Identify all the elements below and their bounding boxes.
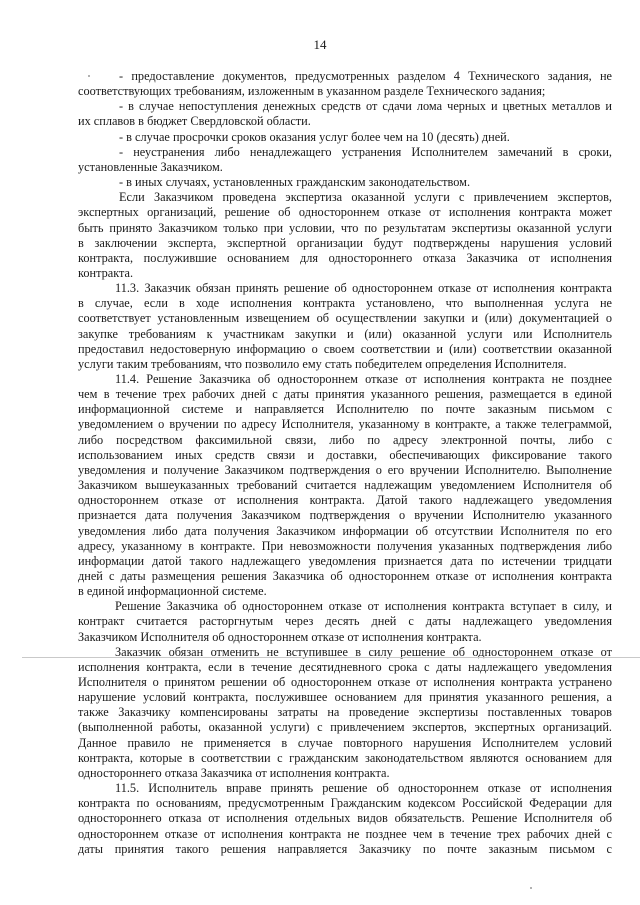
scan-fold-line [22,657,640,658]
text-line: в заключении эксперта, экспертной организации будут подтверждены нарушения условий [78,235,612,250]
text-line: одностороннем отказе от исполнения контракта. Датой такого надлежащего уведомления [78,493,612,508]
text-line: 11.4. Решение Заказчика об одностороннем отказе от исполнения контракта не позднее [115,372,612,386]
text-line: Если Заказчиком проведена экспертиза оказанной услуги с привлечением экспертов, [119,190,612,205]
text-line: Заказчиком вышеуказанных требований считается надлежащим уведомлением Исполнителя об [78,478,612,493]
text-line: - в иных случаях, установленных гражданским законодательством. [119,175,471,190]
text-line: Заказчиком Исполнителя об одностороннем отказе от исполнения контракта. [78,629,482,644]
text-line: 11.3. Заказчик обязан принять решение об одностороннем отказе от исполнения контракта [115,281,612,296]
text-line: либо посредством факсимильной связи, либо по адресу электронной почты, либо с [78,432,612,447]
text-line: быть принято Заказчиком только при условии, что по результатам экспертизы оказанной услуги [78,220,612,235]
text-line: - в случае непоступления денежных средств от сдачи лома черных и цветных металлов и [119,99,612,114]
text-line: соответствующих требованиям, изложенным в указанном разделе Технического задания; [78,84,546,99]
text-line: соответствует установленным извещением об осуществлении закупки и (или) документацией о [78,311,612,326]
text-line: уведомления и получение Заказчиком подтверждения о его вручении Исполнителю. Выполнение [78,462,612,477]
text-line: предоставил недостоверную информацию о своем соответствии и (или) соответствии оказанной [78,341,612,356]
text-line: услуги таким требованиям, что позволило ему стать победителем определения Исполнителя. [78,356,567,371]
text-line: уведомлением о вручении по адресу Исполнителя, указанному в контракте, а также телеграммой, [78,417,612,432]
text-line: контракта. [78,265,134,280]
text-line: адресу, указанному в контракте. При невозможности получения указанных подтверждения либо [78,538,612,553]
text-line: закупке требованиям к участникам закупки и (или) оказанной услуги или Исполнитель [78,326,612,341]
text-line: Данное правило не применяется в случае повторного нарушения Исполнителем условий [78,735,612,750]
text-line: уведомления либо дата получения Заказчиком информации об отсутствии Исполнителя по его [78,523,612,538]
page-number: 14 [313,37,327,52]
text-line: Заказчик обязан отменить не вступившее в силу решение об одностороннем отказе от [115,644,612,659]
text-line: нарушение условий контракта, послужившее основанием для принятия указанного решения, а [78,690,612,705]
text-line: контракта по основаниям, предусмотренным Гражданским кодексом Российской Федерации для [78,796,612,811]
text-line: 11.5. Исполнитель вправе принять решение об одностороннем отказе от исполнения [115,781,612,796]
text-line: контракта, которые в соответствии с гражданским законодательством являются основанием для [78,750,612,765]
text-line: их сплавов в бюджет Свердловской области. [78,114,311,129]
text-line: дней с даты размещения решения Заказчика об одностороннем отказе от исполнения контракта [78,568,612,583]
text-line: Решение Заказчика об одностороннем отказе от исполнения контракта вступает в силу, и [115,599,612,614]
text-line: информационной системе и направляется Исполнителю по почте заказным письмом с [78,402,612,417]
text-line: чем в течение трех рабочих дней с даты принятия указанного решения, размещается в единой [78,387,612,402]
text-line: экспертных организаций, решение об одностороннем отказе от исполнения контракта может [78,205,612,220]
text-line: одностороннего отказа Заказчика от исполнения контракта. [78,765,390,780]
scan-speck [530,887,532,889]
text-line: исполнения контракта, если в течение десятидневного срока с даты надлежащего уведомления [78,659,612,674]
text-line: также Заказчику компенсированы затраты на проведение экспертизы поставленных товаров [78,705,612,720]
text-line: - неустранения либо ненадлежащего устранения Исполнителем замечаний в сроки, [119,144,612,159]
text-line: в случае, если в ходе исполнения контракта установлено, что выполненная услуга не [78,296,612,311]
text-line: в единой информационной системе. [78,584,267,599]
text-line: - предоставление документов, предусмотренных разделом 4 Технического задания, не [119,69,612,83]
text-line: контракт считается расторгнутым через десять дней с даты надлежащего уведомления [78,614,612,629]
text-line: одностороннего отказа от исполнения отдельных видов обязательств. Решение Исполнителя об [78,811,612,826]
text-line: установленные Заказчиком. [78,159,223,174]
text-line: контракта, послужившие основанием для одностороннего отказа Заказчика от исполнения [78,250,612,265]
text-line: использованием иных средств связи и доставки, обеспечивающих фиксирование такого [78,447,612,462]
text-line: одностороннем отказе от исполнения контракта не позднее чем в течение трех рабочих дней с [78,826,612,841]
text-line: даты принятия такого решения направляется Заказчику по почте заказным письмом с [78,841,612,856]
text-line: признается дата получения Заказчиком подтверждения о вручении Исполнителю указанного [78,508,612,523]
text-line: - в случае просрочки сроков оказания услуг более чем на 10 (десять) дней. [119,129,510,144]
text-line: информации датой такого надлежащего уведомления признается дата по истечении тридцати [78,553,612,568]
text-line: Исполнителя о принятом решении об одностороннем отказе от исполнения контракта устранено [78,675,612,689]
text-line: (выполненной работы, оказанной услуги) с привлечением экспертов, экспертных организаций. [78,720,612,735]
scan-speck [88,75,90,77]
